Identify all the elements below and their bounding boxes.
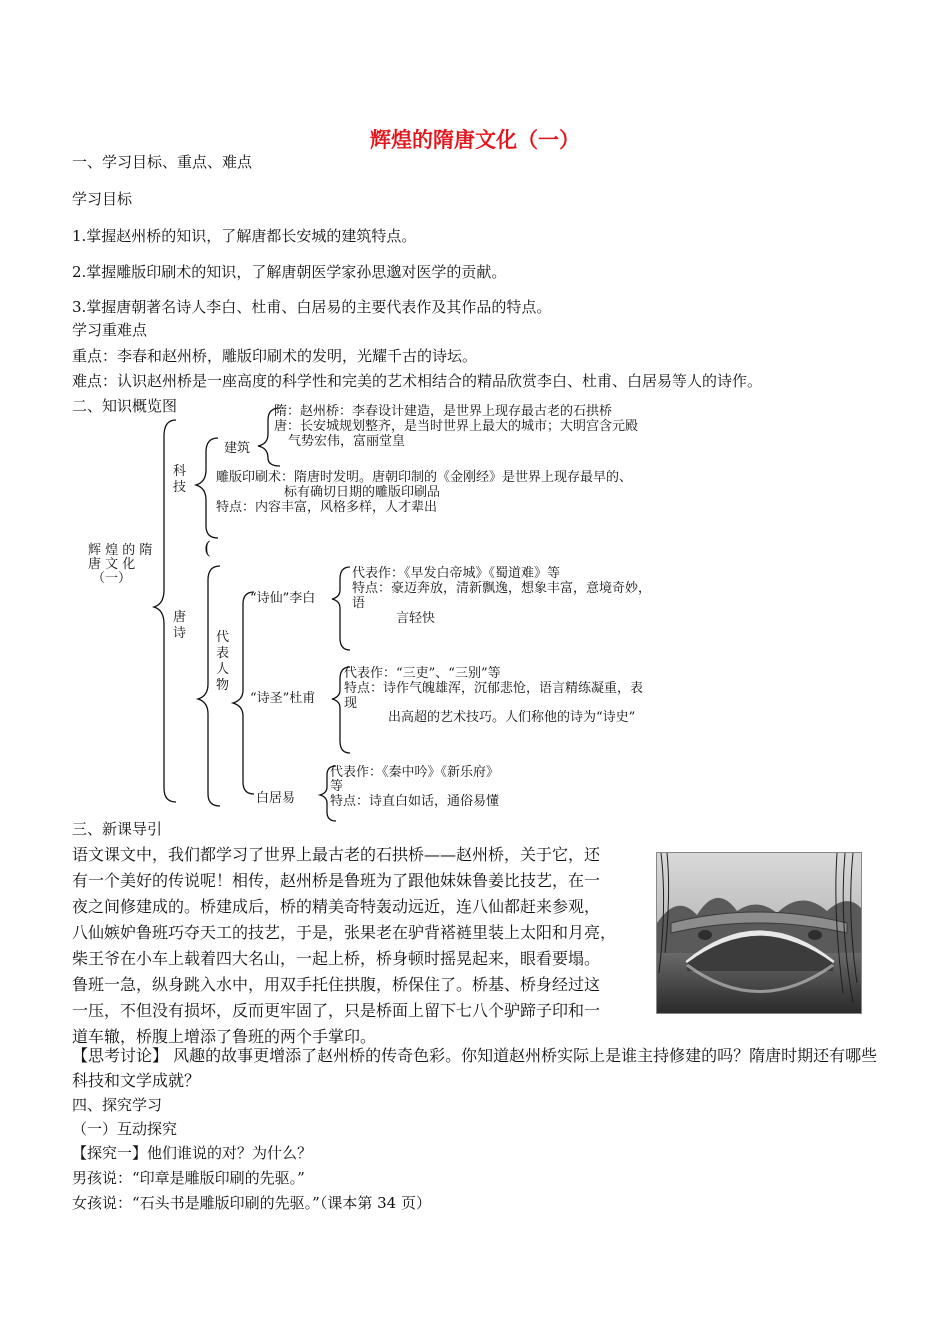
girl-statement: 女孩说：“石头书是雕版印刷的先驱。”（课本第 34 页）	[72, 1194, 431, 1212]
section-heading-4: 四、探究学习	[72, 1096, 163, 1114]
bracket-mark: (	[204, 538, 212, 559]
story-line: 语文课文中，我们都学习了世界上最古老的石拱桥——赵州桥，关于它，还	[72, 845, 601, 864]
tang-architecture: 唐：长安城规划整齐，是当时世界上最大的城市；大明宫含元殿	[274, 419, 639, 434]
poet-libai: “诗仙”李白	[250, 591, 316, 606]
libai-traits: 特点：豪迈奔放，清新飘逸，想象丰富，意境奇妙，	[352, 581, 652, 596]
discussion-text: 风趣的故事更增添了赵州桥的传奇色彩。你知道赵州桥实际上是谁主持修建的吗？隋唐时期还有哪些科技和文学成就？	[72, 1046, 878, 1090]
boy-statement: 男孩说：“印章是雕版印刷的先驱。”	[72, 1169, 305, 1187]
goals-heading: 学习目标	[72, 190, 133, 208]
dufu-traits: 特点：诗作气魄雄浑，沉郁悲怆，语言精练凝重，表	[344, 681, 644, 696]
discussion-paragraph	[72, 1043, 878, 1093]
story-line: 道车辙，桥腹上增添了鲁班的两个手掌印。	[72, 1027, 377, 1046]
inquiry-one	[72, 1143, 312, 1163]
inquiry-tag: 【探究一】	[72, 1144, 148, 1162]
difficult-point: 难点：认识赵州桥是一座高度的科学性和完美的艺术相结合的精品欣赏李白、杜甫、白居易等人的诗作。	[72, 372, 763, 390]
goal-item: 2.掌握雕版印刷术的知识，了解唐朝医学家孙思邈对医学的贡献。	[72, 263, 507, 281]
dufu-traits-wrap: 现	[344, 696, 358, 711]
libai-traits-wrap: 语	[352, 596, 366, 611]
inquiry-text: 他们谁说的对？为什么？	[147, 1144, 313, 1162]
root-topic-line: 唐 文 化	[88, 557, 136, 572]
key-point: 重点：李春和赵州桥，雕版印刷术的发明，光耀千古的诗坛。	[72, 347, 478, 365]
page-title: 辉煌的隋唐文化（一）	[370, 127, 580, 152]
story-line: 夜之间修建成的。桥建成后，桥的精美奇特轰动远近，连八仙都赶来参观，	[72, 897, 601, 916]
sui-architecture: 隋：赵州桥：李春设计建造，是世界上现存最古老的石拱桥	[274, 404, 613, 419]
root-topic-line: （一）	[92, 571, 132, 586]
section-heading-1: 一、学习目标、重点、难点	[72, 153, 253, 171]
printing-line: 雕版印刷术：隋唐时发明。唐朝印制的《金刚经》是世界上现存最早的、	[216, 470, 633, 485]
section-heading-3: 三、新课导引	[72, 820, 163, 838]
root-topic-line: 辉 煌 的 隋	[88, 543, 153, 558]
section-heading-2: 二、知识概览图	[72, 397, 178, 415]
story-line: 八仙嫉妒鲁班巧夺天工的技艺，于是，张果老在驴背褡裢里装上太阳和月亮，	[72, 923, 617, 942]
representatives-label: 代 表 人 物	[216, 630, 230, 693]
goal-item: 3.掌握唐朝著名诗人李白、杜甫、白居易的主要代表作及其作品的特点。	[72, 298, 552, 316]
key-heading: 学习重难点	[72, 321, 148, 339]
poet-baijuyi: 白居易	[256, 791, 296, 806]
story-line: 柴王爷在小车上载着四大名山，一起上桥，桥身顿时摇晃起来，眼看要塌。	[72, 949, 601, 968]
poetry-features: 特点：内容丰富，风格多样，人才辈出	[216, 500, 438, 515]
dufu-traits-cont: 出高超的艺术技巧。人们称他的诗为“诗史”	[388, 710, 636, 725]
dufu-works: 代表作：“三吏”、“三别”等	[344, 666, 501, 681]
story-line: 鲁班一急，纵身跳入水中，用双手托住拱腹，桥保住了。桥基、桥身经过这	[72, 975, 601, 994]
libai-works: 代表作：《早发白帝城》《蜀道难》等	[352, 566, 561, 581]
tang-architecture-cont: 气势宏伟，富丽堂皇	[288, 434, 406, 449]
baijuyi-works-wrap: 等	[330, 779, 344, 794]
goal-item: 1.掌握赵州桥的知识，了解唐都长安城的建筑特点。	[72, 227, 417, 245]
libai-traits-cont: 言轻快	[396, 611, 436, 626]
story-line: 有一个美好的传说呢！相传，赵州桥是鲁班为了跟他妹妹鲁姜比技艺，在一	[72, 871, 601, 890]
sub-heading-interactive: （一）互动探究	[72, 1120, 178, 1138]
printing-line-cont: 标有确切日期的雕版印刷品	[284, 485, 441, 500]
intro-story	[72, 842, 652, 1050]
zhaozhou-bridge-photo	[656, 852, 862, 1014]
poet-dufu: “诗圣”杜甫	[250, 691, 316, 706]
discussion-tag: 【思考讨论】	[72, 1046, 169, 1065]
baijuyi-traits: 特点：诗直白如话，通俗易懂	[330, 794, 500, 809]
baijuyi-works: 代表作：《秦中吟》《新乐府》	[330, 765, 500, 780]
tang-poetry-label: 唐 诗	[173, 610, 187, 641]
science-label: 科 技	[173, 464, 187, 495]
story-line: 一压，不但没有损坏，反而更牢固了，只是桥面上留下七八个驴蹄子印和一	[72, 1001, 601, 1020]
architecture-label: 建筑	[224, 441, 251, 456]
